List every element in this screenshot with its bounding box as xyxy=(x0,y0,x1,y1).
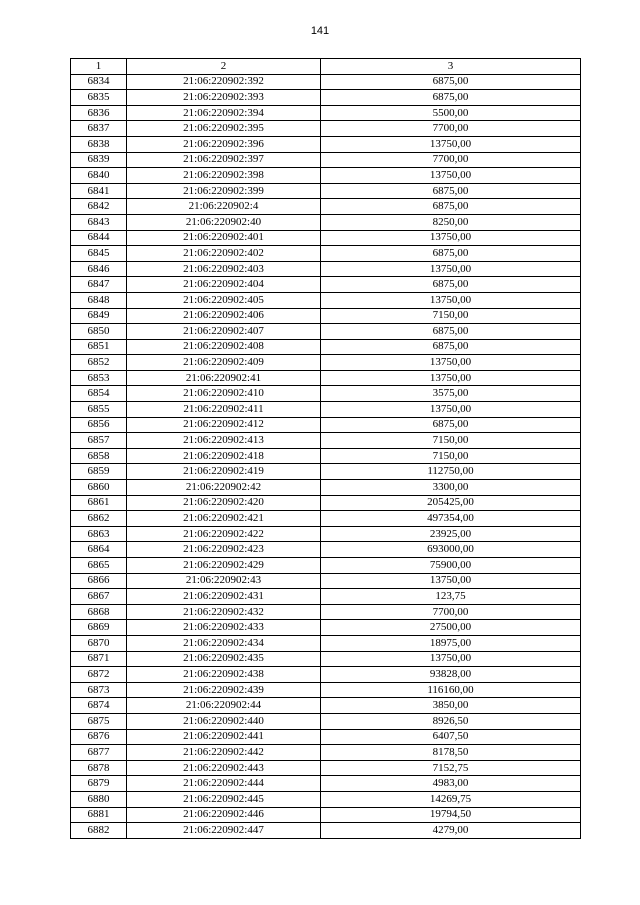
table-row xyxy=(71,105,581,121)
row-number-cell: 6860 xyxy=(71,480,127,496)
row-number-cell: 6856 xyxy=(71,417,127,433)
value-cell: 6875,00 xyxy=(321,339,581,355)
value-cell: 6875,00 xyxy=(321,199,581,215)
table-row xyxy=(71,246,581,262)
cadastral-number-cell: 21:06:220902:418 xyxy=(127,448,321,464)
cadastral-number-cell: 21:06:220902:420 xyxy=(127,495,321,511)
value-cell: 6407,50 xyxy=(321,729,581,745)
row-number-cell: 6862 xyxy=(71,511,127,527)
table-row xyxy=(71,589,581,605)
table-row xyxy=(71,464,581,480)
cadastral-number-cell: 21:06:220902:444 xyxy=(127,776,321,792)
row-number-cell: 6858 xyxy=(71,448,127,464)
value-cell: 116160,00 xyxy=(321,682,581,698)
value-cell: 13750,00 xyxy=(321,355,581,371)
row-number-cell: 6867 xyxy=(71,589,127,605)
value-cell: 4279,00 xyxy=(321,823,581,839)
value-cell: 3575,00 xyxy=(321,386,581,402)
value-cell: 13750,00 xyxy=(321,261,581,277)
cadastral-number-cell: 21:06:220902:413 xyxy=(127,433,321,449)
value-cell: 8250,00 xyxy=(321,214,581,230)
table-row xyxy=(71,760,581,776)
cadastral-number-cell: 21:06:220902:421 xyxy=(127,511,321,527)
value-cell: 13750,00 xyxy=(321,573,581,589)
cadastral-number-cell: 21:06:220902:397 xyxy=(127,152,321,168)
row-number-cell: 6855 xyxy=(71,402,127,418)
table-row xyxy=(71,324,581,340)
cadastral-number-cell: 21:06:220902:42 xyxy=(127,480,321,496)
table-row xyxy=(71,542,581,558)
table-row xyxy=(71,183,581,199)
row-number-cell: 6838 xyxy=(71,136,127,152)
table-row xyxy=(71,339,581,355)
row-number-cell: 6849 xyxy=(71,308,127,324)
table-row xyxy=(71,495,581,511)
cadastral-number-cell: 21:06:220902:43 xyxy=(127,573,321,589)
table-row xyxy=(71,713,581,729)
table-row xyxy=(71,745,581,761)
value-cell: 93828,00 xyxy=(321,667,581,683)
value-cell: 13750,00 xyxy=(321,370,581,386)
table-row xyxy=(71,791,581,807)
header-col-2: 2 xyxy=(127,59,321,75)
row-number-cell: 6865 xyxy=(71,558,127,574)
cadastral-number-cell: 21:06:220902:402 xyxy=(127,246,321,262)
value-cell: 7150,00 xyxy=(321,433,581,449)
value-cell: 75900,00 xyxy=(321,558,581,574)
cadastral-number-cell: 21:06:220902:438 xyxy=(127,667,321,683)
cadastral-number-cell: 21:06:220902:423 xyxy=(127,542,321,558)
row-number-cell: 6861 xyxy=(71,495,127,511)
row-number-cell: 6844 xyxy=(71,230,127,246)
cadastral-number-cell: 21:06:220902:395 xyxy=(127,121,321,137)
cadastral-number-cell: 21:06:220902:405 xyxy=(127,292,321,308)
table-row xyxy=(71,168,581,184)
cadastral-number-cell: 21:06:220902:396 xyxy=(127,136,321,152)
row-number-cell: 6846 xyxy=(71,261,127,277)
table-row xyxy=(71,526,581,542)
row-number-cell: 6854 xyxy=(71,386,127,402)
value-cell: 7700,00 xyxy=(321,121,581,137)
cadastral-number-cell: 21:06:220902:398 xyxy=(127,168,321,184)
table-row xyxy=(71,682,581,698)
row-number-cell: 6877 xyxy=(71,745,127,761)
table-row xyxy=(71,152,581,168)
row-number-cell: 6873 xyxy=(71,682,127,698)
cadastral-number-cell: 21:06:220902:4 xyxy=(127,199,321,215)
row-number-cell: 6880 xyxy=(71,791,127,807)
cadastral-number-cell: 21:06:220902:435 xyxy=(127,651,321,667)
header-row xyxy=(71,59,581,75)
row-number-cell: 6881 xyxy=(71,807,127,823)
cadastral-number-cell: 21:06:220902:394 xyxy=(127,105,321,121)
cadastral-number-cell: 21:06:220902:432 xyxy=(127,604,321,620)
cadastral-number-cell: 21:06:220902:422 xyxy=(127,526,321,542)
value-cell: 6875,00 xyxy=(321,417,581,433)
header-col-3: 3 xyxy=(321,59,581,75)
table-body xyxy=(71,74,581,838)
row-number-cell: 6848 xyxy=(71,292,127,308)
value-cell: 18975,00 xyxy=(321,635,581,651)
row-number-cell: 6882 xyxy=(71,823,127,839)
table-row xyxy=(71,90,581,106)
value-cell: 13750,00 xyxy=(321,651,581,667)
row-number-cell: 6845 xyxy=(71,246,127,262)
row-number-cell: 6834 xyxy=(71,74,127,90)
cadastral-number-cell: 21:06:220902:429 xyxy=(127,558,321,574)
value-cell: 19794,50 xyxy=(321,807,581,823)
table-row xyxy=(71,370,581,386)
table-row xyxy=(71,558,581,574)
table-row xyxy=(71,308,581,324)
cadastral-number-cell: 21:06:220902:407 xyxy=(127,324,321,340)
cadastral-number-cell: 21:06:220902:410 xyxy=(127,386,321,402)
cadastral-number-cell: 21:06:220902:412 xyxy=(127,417,321,433)
row-number-cell: 6875 xyxy=(71,713,127,729)
value-cell: 8178,50 xyxy=(321,745,581,761)
cadastral-number-cell: 21:06:220902:403 xyxy=(127,261,321,277)
value-cell: 6875,00 xyxy=(321,277,581,293)
value-cell: 13750,00 xyxy=(321,402,581,418)
table-row xyxy=(71,698,581,714)
row-number-cell: 6857 xyxy=(71,433,127,449)
value-cell: 4983,00 xyxy=(321,776,581,792)
value-cell: 6875,00 xyxy=(321,74,581,90)
table-row xyxy=(71,729,581,745)
cadastral-number-cell: 21:06:220902:433 xyxy=(127,620,321,636)
page-number: 141 xyxy=(310,25,330,37)
value-cell: 13750,00 xyxy=(321,292,581,308)
value-cell: 23925,00 xyxy=(321,526,581,542)
table-row xyxy=(71,635,581,651)
value-cell: 13750,00 xyxy=(321,168,581,184)
value-cell: 6875,00 xyxy=(321,90,581,106)
table-row xyxy=(71,136,581,152)
table-row xyxy=(71,480,581,496)
value-cell: 5500,00 xyxy=(321,105,581,121)
row-number-cell: 6872 xyxy=(71,667,127,683)
cadastral-number-cell: 21:06:220902:44 xyxy=(127,698,321,714)
value-cell: 497354,00 xyxy=(321,511,581,527)
value-cell: 7150,00 xyxy=(321,448,581,464)
table-row xyxy=(71,776,581,792)
value-cell: 205425,00 xyxy=(321,495,581,511)
cadastral-number-cell: 21:06:220902:393 xyxy=(127,90,321,106)
table-header xyxy=(71,59,581,75)
cadastral-number-cell: 21:06:220902:419 xyxy=(127,464,321,480)
row-number-cell: 6839 xyxy=(71,152,127,168)
row-number-cell: 6851 xyxy=(71,339,127,355)
cadastral-number-cell: 21:06:220902:447 xyxy=(127,823,321,839)
table-row xyxy=(71,651,581,667)
value-cell: 14269,75 xyxy=(321,791,581,807)
row-number-cell: 6871 xyxy=(71,651,127,667)
table-row xyxy=(71,386,581,402)
cadastral-number-cell: 21:06:220902:408 xyxy=(127,339,321,355)
cadastral-number-cell: 21:06:220902:401 xyxy=(127,230,321,246)
value-cell: 3850,00 xyxy=(321,698,581,714)
cadastral-number-cell: 21:06:220902:392 xyxy=(127,74,321,90)
row-number-cell: 6866 xyxy=(71,573,127,589)
cadastral-number-cell: 21:06:220902:41 xyxy=(127,370,321,386)
cadastral-number-cell: 21:06:220902:445 xyxy=(127,791,321,807)
table-row xyxy=(71,433,581,449)
row-number-cell: 6837 xyxy=(71,121,127,137)
value-cell: 7150,00 xyxy=(321,308,581,324)
row-number-cell: 6836 xyxy=(71,105,127,121)
table-row xyxy=(71,417,581,433)
value-cell: 13750,00 xyxy=(321,230,581,246)
cadastral-number-cell: 21:06:220902:411 xyxy=(127,402,321,418)
row-number-cell: 6852 xyxy=(71,355,127,371)
cadastral-number-cell: 21:06:220902:434 xyxy=(127,635,321,651)
cadastral-number-cell: 21:06:220902:409 xyxy=(127,355,321,371)
row-number-cell: 6876 xyxy=(71,729,127,745)
value-cell: 112750,00 xyxy=(321,464,581,480)
row-number-cell: 6835 xyxy=(71,90,127,106)
row-number-cell: 6842 xyxy=(71,199,127,215)
cadastral-number-cell: 21:06:220902:439 xyxy=(127,682,321,698)
row-number-cell: 6874 xyxy=(71,698,127,714)
value-cell: 3300,00 xyxy=(321,480,581,496)
value-cell: 123,75 xyxy=(321,589,581,605)
table-row xyxy=(71,807,581,823)
table-row xyxy=(71,448,581,464)
value-cell: 13750,00 xyxy=(321,136,581,152)
header-col-1: 1 xyxy=(71,59,127,75)
value-cell: 693000,00 xyxy=(321,542,581,558)
cadastral-number-cell: 21:06:220902:446 xyxy=(127,807,321,823)
row-number-cell: 6870 xyxy=(71,635,127,651)
value-cell: 7700,00 xyxy=(321,604,581,620)
row-number-cell: 6843 xyxy=(71,214,127,230)
row-number-cell: 6847 xyxy=(71,277,127,293)
table-row xyxy=(71,277,581,293)
table-row xyxy=(71,823,581,839)
table-row xyxy=(71,292,581,308)
table-row xyxy=(71,214,581,230)
value-cell: 8926,50 xyxy=(321,713,581,729)
table-row xyxy=(71,230,581,246)
table-row xyxy=(71,604,581,620)
cadastral-number-cell: 21:06:220902:442 xyxy=(127,745,321,761)
cadastral-number-cell: 21:06:220902:440 xyxy=(127,713,321,729)
row-number-cell: 6878 xyxy=(71,760,127,776)
table-row xyxy=(71,355,581,371)
value-cell: 6875,00 xyxy=(321,246,581,262)
cadastral-number-cell: 21:06:220902:404 xyxy=(127,277,321,293)
table-row xyxy=(71,573,581,589)
table-row xyxy=(71,199,581,215)
table-row xyxy=(71,620,581,636)
cadastral-number-cell: 21:06:220902:441 xyxy=(127,729,321,745)
row-number-cell: 6840 xyxy=(71,168,127,184)
value-cell: 27500,00 xyxy=(321,620,581,636)
row-number-cell: 6853 xyxy=(71,370,127,386)
table-row xyxy=(71,121,581,137)
table-row xyxy=(71,261,581,277)
cadastral-number-cell: 21:06:220902:399 xyxy=(127,183,321,199)
row-number-cell: 6850 xyxy=(71,324,127,340)
row-number-cell: 6864 xyxy=(71,542,127,558)
table-row xyxy=(71,74,581,90)
cadastral-number-cell: 21:06:220902:443 xyxy=(127,760,321,776)
value-cell: 7152,75 xyxy=(321,760,581,776)
value-cell: 6875,00 xyxy=(321,183,581,199)
row-number-cell: 6879 xyxy=(71,776,127,792)
table-row xyxy=(71,667,581,683)
data-table xyxy=(70,58,581,839)
row-number-cell: 6869 xyxy=(71,620,127,636)
table-row xyxy=(71,402,581,418)
table-row xyxy=(71,511,581,527)
value-cell: 7700,00 xyxy=(321,152,581,168)
value-cell: 6875,00 xyxy=(321,324,581,340)
cadastral-number-cell: 21:06:220902:40 xyxy=(127,214,321,230)
row-number-cell: 6841 xyxy=(71,183,127,199)
cadastral-number-cell: 21:06:220902:406 xyxy=(127,308,321,324)
row-number-cell: 6859 xyxy=(71,464,127,480)
cadastral-number-cell: 21:06:220902:431 xyxy=(127,589,321,605)
row-number-cell: 6863 xyxy=(71,526,127,542)
row-number-cell: 6868 xyxy=(71,604,127,620)
